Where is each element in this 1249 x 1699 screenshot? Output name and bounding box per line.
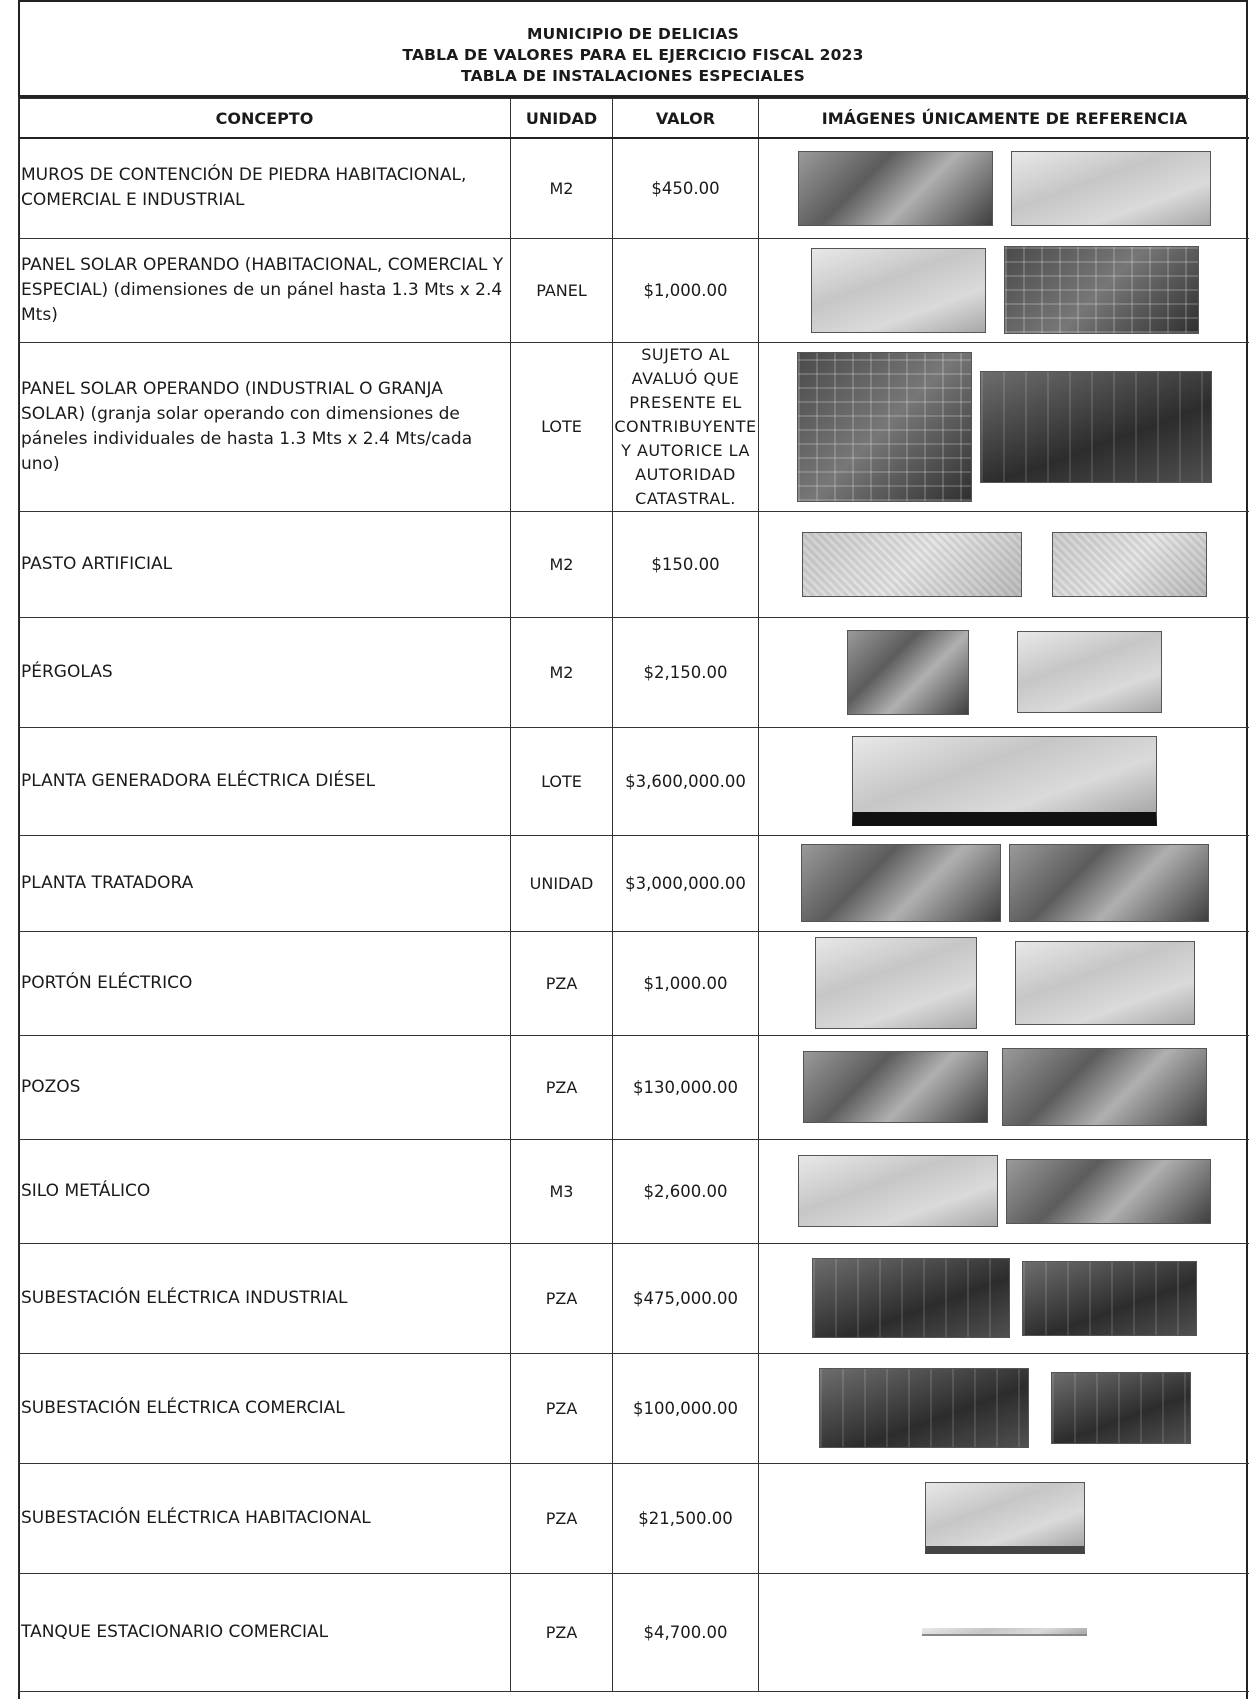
reference-image: [1009, 844, 1209, 922]
table-row: [19, 238, 1249, 342]
reference-images-cell: [759, 1139, 1249, 1243]
reference-image: [852, 736, 1157, 826]
unidad-cell: PZA: [511, 1243, 613, 1353]
unidad-cell: PZA: [511, 1573, 613, 1691]
table-row: [19, 511, 1249, 617]
reference-image: [847, 630, 969, 715]
reference-image: [798, 1155, 998, 1227]
unidad-cell: UNIDAD: [511, 835, 613, 931]
table-header-row: [19, 99, 1249, 139]
table-row: [19, 617, 1249, 727]
table-row: [19, 1573, 1249, 1691]
concepto-cell: POZOS: [19, 1035, 511, 1139]
unidad-cell: PZA: [511, 931, 613, 1035]
valor-cell: $1,000.00: [613, 238, 759, 342]
concepto-cell: PORTÓN ELÉCTRICO: [19, 931, 511, 1035]
table-row: [19, 1463, 1249, 1573]
reference-image: [922, 1628, 1087, 1636]
valor-cell: $130,000.00: [613, 1035, 759, 1139]
column-header-unidad: UNIDAD: [511, 99, 613, 139]
reference-images-cell: [759, 138, 1249, 238]
values-table: [18, 98, 1249, 1692]
reference-images-cell: [759, 1035, 1249, 1139]
concepto-cell: SILO METÁLICO: [19, 1139, 511, 1243]
header-municipality: MUNICIPIO DE DELICIAS: [526, 25, 740, 43]
table-row: [19, 1353, 1249, 1463]
reference-image: [812, 1258, 1010, 1338]
reference-images-cell: [759, 727, 1249, 835]
reference-images-cell: [759, 1353, 1249, 1463]
unidad-cell: M3: [511, 1139, 613, 1243]
table-row: [19, 1243, 1249, 1353]
reference-images-cell: [759, 835, 1249, 931]
concepto-cell: PLANTA TRATADORA: [19, 835, 511, 931]
valor-cell: $475,000.00: [613, 1243, 759, 1353]
concepto-cell: PLANTA GENERADORA ELÉCTRICA DIÉSEL: [19, 727, 511, 835]
column-header-valor: VALOR: [613, 99, 759, 139]
concepto-cell: MUROS DE CONTENCIÓN DE PIEDRA HABITACIONAL, COMERCIAL E INDUSTRIAL: [19, 138, 511, 238]
reference-images-cell: [759, 1243, 1249, 1353]
reference-image: [797, 352, 972, 502]
unidad-cell: PANEL: [511, 238, 613, 342]
unidad-cell: PZA: [511, 1035, 613, 1139]
reference-images-cell: [759, 238, 1249, 342]
reference-image: [980, 371, 1212, 483]
table-row: [19, 835, 1249, 931]
unidad-cell: M2: [511, 511, 613, 617]
reference-image: [1051, 1372, 1191, 1444]
concepto-cell: PANEL SOLAR OPERANDO (INDUSTRIAL O GRANJA SOLAR) (granja solar operando con dimensiones de páneles individuales de hasta 1.3 Mts x 2.4 Mts/cada uno): [19, 342, 511, 511]
table-row: [19, 727, 1249, 835]
reference-image: [1002, 1048, 1207, 1126]
reference-image: [803, 1051, 988, 1123]
unidad-cell: LOTE: [511, 342, 613, 511]
reference-images-cell: [759, 1463, 1249, 1573]
document-header: [20, 0, 1246, 98]
valor-cell: $3,600,000.00: [613, 727, 759, 835]
concepto-cell: SUBESTACIÓN ELÉCTRICA INDUSTRIAL: [19, 1243, 511, 1353]
unidad-cell: M2: [511, 617, 613, 727]
header-table-subtitle: TABLA DE INSTALACIONES ESPECIALES: [461, 67, 805, 85]
reference-images-cell: [759, 1573, 1249, 1691]
unidad-cell: M2: [511, 138, 613, 238]
reference-image: [925, 1482, 1085, 1554]
concepto-cell: PANEL SOLAR OPERANDO (HABITACIONAL, COMERCIAL Y ESPECIAL) (dimensiones de un pánel hasta 1.3 Mts x 2.4 Mts): [19, 238, 511, 342]
reference-image: [1052, 532, 1207, 597]
reference-image: [802, 532, 1022, 597]
valor-cell: SUJETO AL AVALUÓ QUE PRESENTE EL CONTRIBUYENTE Y AUTORICE LA AUTORIDAD CATASTRAL.: [613, 342, 759, 511]
reference-images-cell: [759, 931, 1249, 1035]
unidad-cell: PZA: [511, 1463, 613, 1573]
valor-cell: $1,000.00: [613, 931, 759, 1035]
reference-image: [1006, 1159, 1211, 1224]
valor-cell: $4,700.00: [613, 1573, 759, 1691]
document-page: [18, 0, 1248, 1699]
reference-images-cell: [759, 342, 1249, 511]
reference-image: [819, 1368, 1029, 1448]
concepto-cell: SUBESTACIÓN ELÉCTRICA COMERCIAL: [19, 1353, 511, 1463]
table-row: [19, 931, 1249, 1035]
table-row: [19, 138, 1249, 238]
valor-cell: $2,600.00: [613, 1139, 759, 1243]
concepto-cell: PASTO ARTIFICIAL: [19, 511, 511, 617]
table-row: [19, 1035, 1249, 1139]
reference-image: [1015, 941, 1195, 1025]
concepto-cell: SUBESTACIÓN ELÉCTRICA HABITACIONAL: [19, 1463, 511, 1573]
reference-image: [798, 151, 993, 226]
reference-image: [811, 248, 986, 333]
column-header-imagenes: IMÁGENES ÚNICAMENTE DE REFERENCIA: [759, 99, 1249, 139]
valor-cell: $3,000,000.00: [613, 835, 759, 931]
reference-images-cell: [759, 617, 1249, 727]
table-row: [19, 1139, 1249, 1243]
table-row: [19, 342, 1249, 511]
column-header-concepto: CONCEPTO: [19, 99, 511, 139]
reference-image: [1011, 151, 1211, 226]
concepto-cell: TANQUE ESTACIONARIO COMERCIAL: [19, 1573, 511, 1691]
unidad-cell: LOTE: [511, 727, 613, 835]
reference-image: [1004, 246, 1199, 334]
valor-cell: $450.00: [613, 138, 759, 238]
concepto-cell: PÉRGOLAS: [19, 617, 511, 727]
reference-image: [1017, 631, 1162, 713]
valor-cell: $2,150.00: [613, 617, 759, 727]
valor-cell: $100,000.00: [613, 1353, 759, 1463]
header-table-title: TABLA DE VALORES PARA EL EJERCICIO FISCAL 2023: [402, 46, 864, 64]
reference-image: [801, 844, 1001, 922]
valor-cell: $21,500.00: [613, 1463, 759, 1573]
reference-image: [815, 937, 977, 1029]
reference-images-cell: [759, 511, 1249, 617]
unidad-cell: PZA: [511, 1353, 613, 1463]
valor-cell: $150.00: [613, 511, 759, 617]
reference-image: [1022, 1261, 1197, 1336]
